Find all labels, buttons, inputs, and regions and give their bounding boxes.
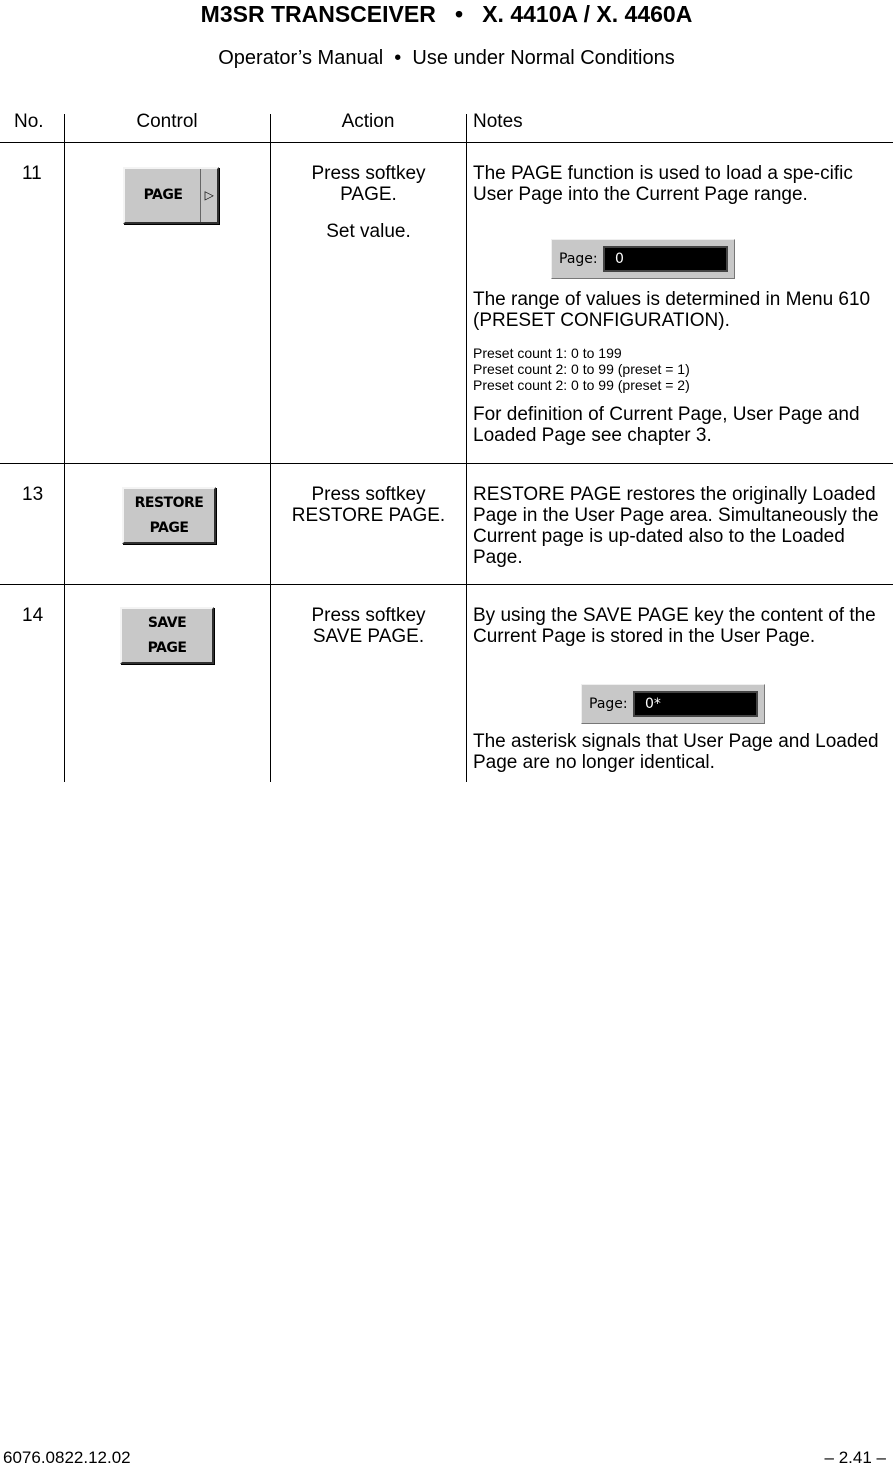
notes-paragraph: For definition of Current Page, User Page and Loaded Page see chapter 3. [473, 404, 860, 446]
save-page-softkey[interactable] [120, 607, 214, 664]
action-line: PAGE. [340, 184, 397, 205]
notes-text [473, 731, 888, 773]
action-line: Press softkey [311, 605, 426, 626]
action-line: Press softkey [311, 163, 426, 184]
page-title: M3SR TRANSCEIVER • X. 4410A / X. 4460A [200, 1, 693, 27]
notes-text [473, 605, 888, 647]
list-item: Preset count 2: 0 to 99 (preset = 2) [473, 377, 690, 393]
notes-paragraph: The range of values is determined in Menu 610 (PRESET CONFIGURATION). [473, 289, 871, 331]
action-line: Set value. [326, 221, 411, 242]
action-line: Press softkey [311, 484, 426, 505]
notes-paragraph: The asterisk signals that User Page and Loaded Page are no longer identical. [473, 731, 879, 773]
list-item: Preset count 2: 0 to 99 (preset = 1) [473, 361, 690, 377]
action-line: RESTORE PAGE. [291, 505, 446, 526]
page-field-value: 0 [603, 246, 728, 272]
column-divider [64, 114, 65, 782]
col-header-action: Action [341, 111, 395, 132]
row-number: 11 [22, 163, 42, 184]
preset-list [473, 345, 888, 393]
row-divider [0, 463, 893, 464]
row-number: 14 [22, 605, 44, 626]
col-header-notes: Notes [473, 111, 523, 132]
row-divider [0, 584, 893, 585]
notes-paragraph: By using the SAVE PAGE key the content of the Current Page is stored in the User Page. [473, 605, 876, 647]
softkey-label: PAGE [149, 519, 189, 536]
list-item: Preset count 1: 0 to 199 [473, 345, 622, 361]
submenu-arrow-icon: ▷ [200, 169, 217, 222]
action-text [272, 484, 465, 526]
notes-text [473, 289, 888, 446]
action-text [272, 605, 465, 647]
page-field-value: 0* [633, 691, 758, 717]
document-number: 6076.0822.12.02 [3, 1448, 131, 1467]
page-value-field [581, 684, 765, 724]
page-value-field [551, 239, 735, 279]
row-divider [0, 142, 893, 143]
softkey-label: SAVE [147, 614, 187, 631]
notes-paragraph: The PAGE function is used to load a spe-cific User Page into the Current Page range. [473, 163, 853, 205]
softkey-label: RESTORE [134, 494, 204, 511]
column-divider [466, 114, 467, 782]
col-header-control: Control [136, 111, 198, 132]
softkey-label: PAGE [147, 639, 187, 656]
page-softkey[interactable] [123, 167, 219, 224]
page-subtitle: Operator’s Manual • Use under Normal Conditions [218, 47, 675, 69]
page-field-label: Page: [559, 251, 598, 267]
column-divider [270, 114, 271, 782]
notes-text [473, 163, 888, 205]
row-number: 13 [22, 484, 44, 505]
page-field-label: Page: [589, 696, 628, 712]
notes-text [473, 484, 888, 568]
softkey-label: PAGE [143, 187, 183, 203]
page-number: – 2.41 – [824, 1448, 886, 1467]
col-header-no: No. [14, 111, 44, 132]
restore-page-softkey[interactable] [122, 487, 216, 544]
notes-paragraph: RESTORE PAGE restores the originally Loaded Page in the User Page area. Simultaneously the Current page is up-dated also to the Loaded Page. [473, 484, 879, 568]
action-text [272, 163, 465, 242]
action-line: SAVE PAGE. [312, 626, 425, 647]
